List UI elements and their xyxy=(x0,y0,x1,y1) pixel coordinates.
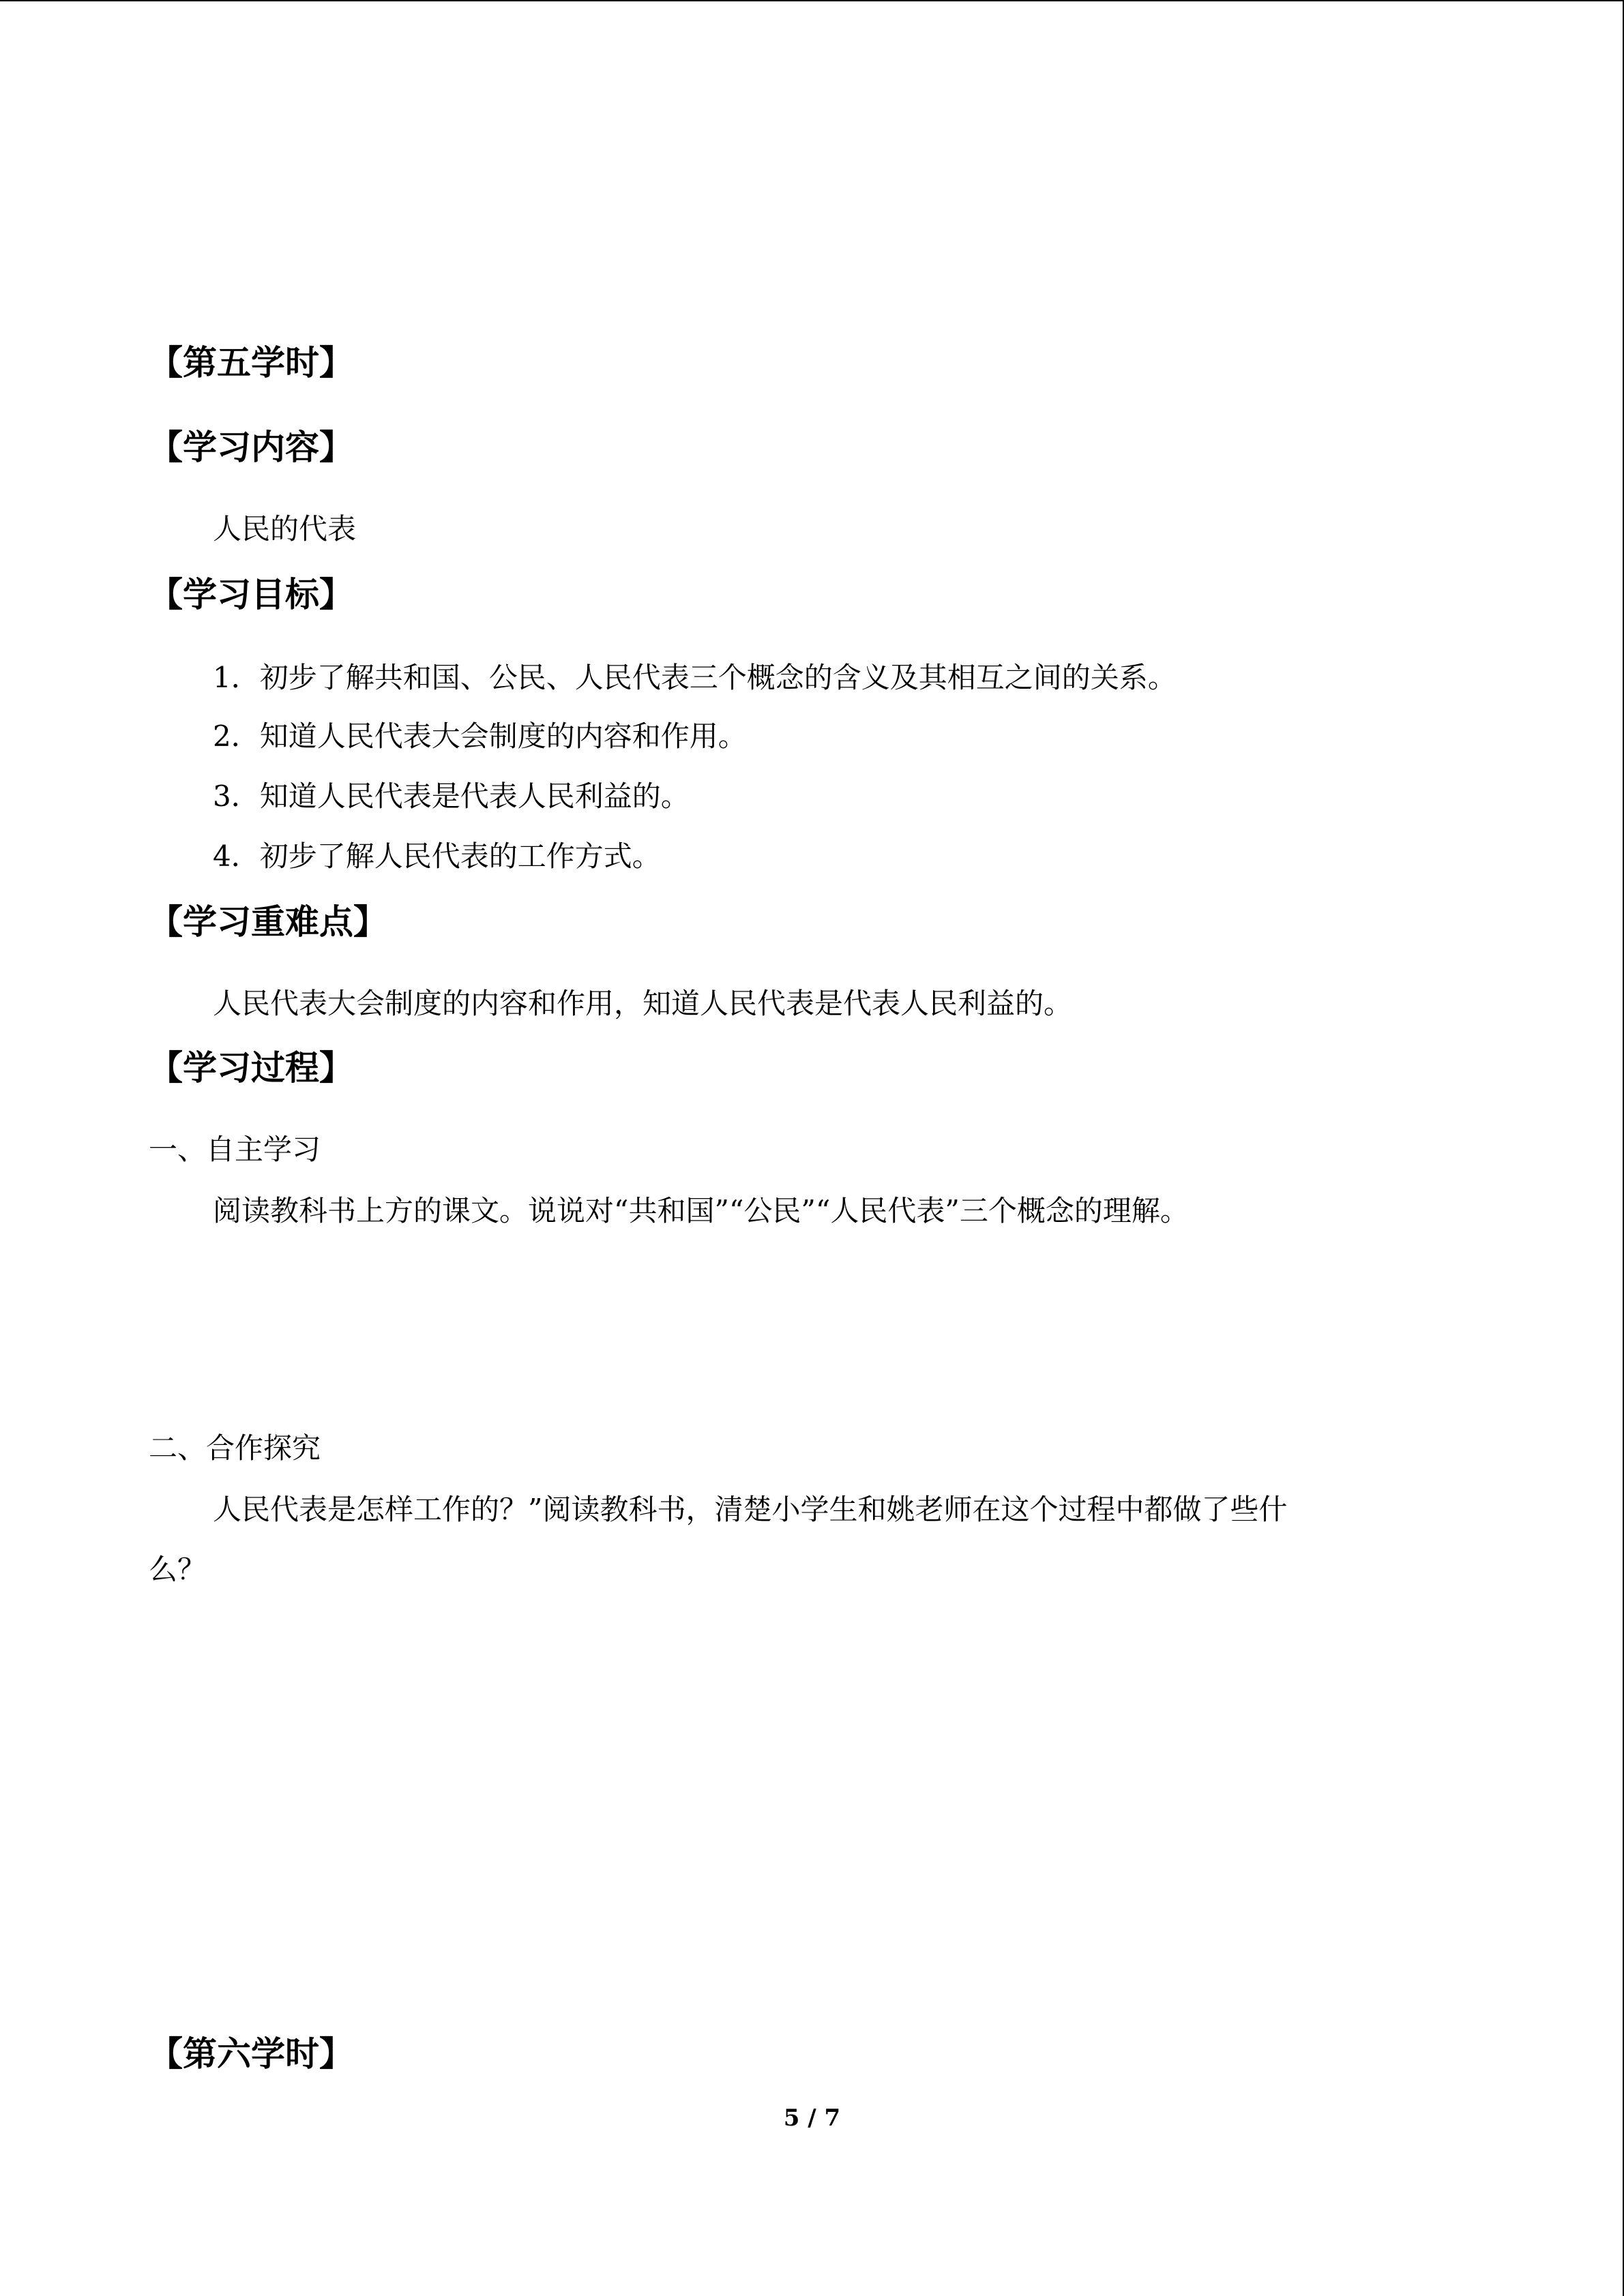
lesson6-title: 【第六学时】 xyxy=(149,2034,353,2074)
goals-heading: 【学习目标】 xyxy=(149,575,353,614)
content-text: 人民的代表 xyxy=(213,512,357,546)
part2-heading: 二、合作探究 xyxy=(149,1431,321,1465)
goal-item-2: 2．知道人民代表大会制度的内容和作用。 xyxy=(213,719,747,753)
key-points-text: 人民代表大会制度的内容和作用，知道人民代表是代表人民利益的。 xyxy=(213,987,1073,1020)
content-heading: 【学习内容】 xyxy=(149,428,353,467)
key-points-heading: 【学习重难点】 xyxy=(149,902,387,942)
goal-item-1: 1．初步了解共和国、公民、人民代表三个概念的含义及其相互之间的关系。 xyxy=(213,661,1177,694)
goal-item-4: 4．初步了解人民代表的工作方式。 xyxy=(213,839,661,873)
lesson5-title: 【第五学时】 xyxy=(149,343,353,383)
goal-item-3: 3．知道人民代表是代表人民利益的。 xyxy=(213,779,690,813)
page-number: 5 / 7 xyxy=(783,2104,841,2132)
part1-heading: 一、自主学习 xyxy=(149,1133,321,1166)
process-heading: 【学习过程】 xyxy=(149,1048,353,1088)
part2-text-line1: 人民代表是怎样工作的？”阅读教科书，清楚小学生和姚老师在这个过程中都做了些什 xyxy=(213,1493,1288,1526)
part2-text-line2: 么？ xyxy=(149,1553,207,1586)
part1-text: 阅读教科书上方的课文。说说对“共和国”“公民”“人民代表”三个概念的理解。 xyxy=(213,1194,1189,1227)
